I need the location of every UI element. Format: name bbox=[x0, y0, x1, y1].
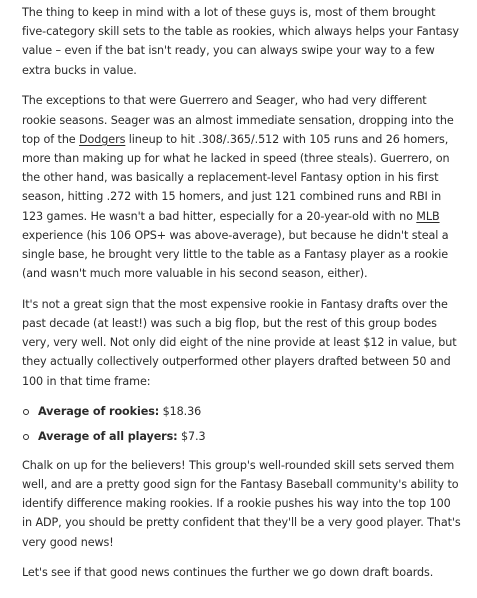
list-item bbox=[22, 427, 461, 446]
paragraph-text: The exceptions to that were Guerrero and Seager, who had very different rookie seasons. Seager was an almost immediate sensation, dropping into the top of the bbox=[22, 94, 454, 146]
mlb-link[interactable]: MLB bbox=[416, 209, 440, 223]
paragraph-expensive-rookie: It's not a great sign that the most expensive rookie in Fantasy drafts over the past decade (at least!) was such a big flop, but the rest of this group bodes very, very well. Not only did eight of the nine provide at least $12 in value, but they actually collectively outperformed other players drafted between 50 and 100 in that time frame: bbox=[22, 297, 457, 388]
paragraph-exceptions bbox=[22, 91, 461, 283]
value-stats-list bbox=[22, 402, 461, 445]
circle-bullet-icon bbox=[23, 409, 29, 415]
paragraph-draft-boards: Let's see if that good news continues the further we go down draft boards. bbox=[22, 566, 434, 580]
stat-label: Average of all players: bbox=[38, 429, 178, 443]
list-item bbox=[22, 402, 461, 421]
paragraph-text: lineup to hit .308/.365/.512 with 105 runs and 26 homers, more than making up for what he lacked in speed (three steals). Guerrero, on the other hand, was basically a replacement-level Fantasy option in his first season, hitting .272 with 15 homers, and just 121 combined runs and RBI in 123 games. He wasn't a bad hitter, especially for a 20-year-old with no bbox=[22, 132, 450, 223]
dodgers-link[interactable]: Dodgers bbox=[79, 132, 126, 146]
stat-label: Average of rookies: bbox=[38, 405, 160, 419]
circle-bullet-icon bbox=[23, 434, 29, 440]
stat-value: $18.36 bbox=[159, 405, 202, 419]
paragraph-believers: Chalk on up for the believers! This group's well-rounded skill sets served them well, and are a pretty good sign for the Fantasy Baseball community's ability to identify difference making rookies. If a rookie pushes his way into the top 100 in ADP, you should be pretty confident that they'll be a very good player. That's very good news! bbox=[22, 458, 461, 549]
paragraph-text: experience (his 106 OPS+ was above-average), but because he didn't steal a single base, he brought very little to the table as a Fantasy player as a rookie (and wasn't much more valuable in his second season, either). bbox=[22, 228, 449, 281]
stat-value: $7.3 bbox=[177, 429, 206, 443]
paragraph-skill-sets: The thing to keep in mind with a lot of these guys is, most of them brought five-category skill sets to the table as rookies, which always helps your Fantasy value – even if the bat isn't ready, you can always swipe your way to a few extra bucks in value. bbox=[22, 6, 459, 77]
